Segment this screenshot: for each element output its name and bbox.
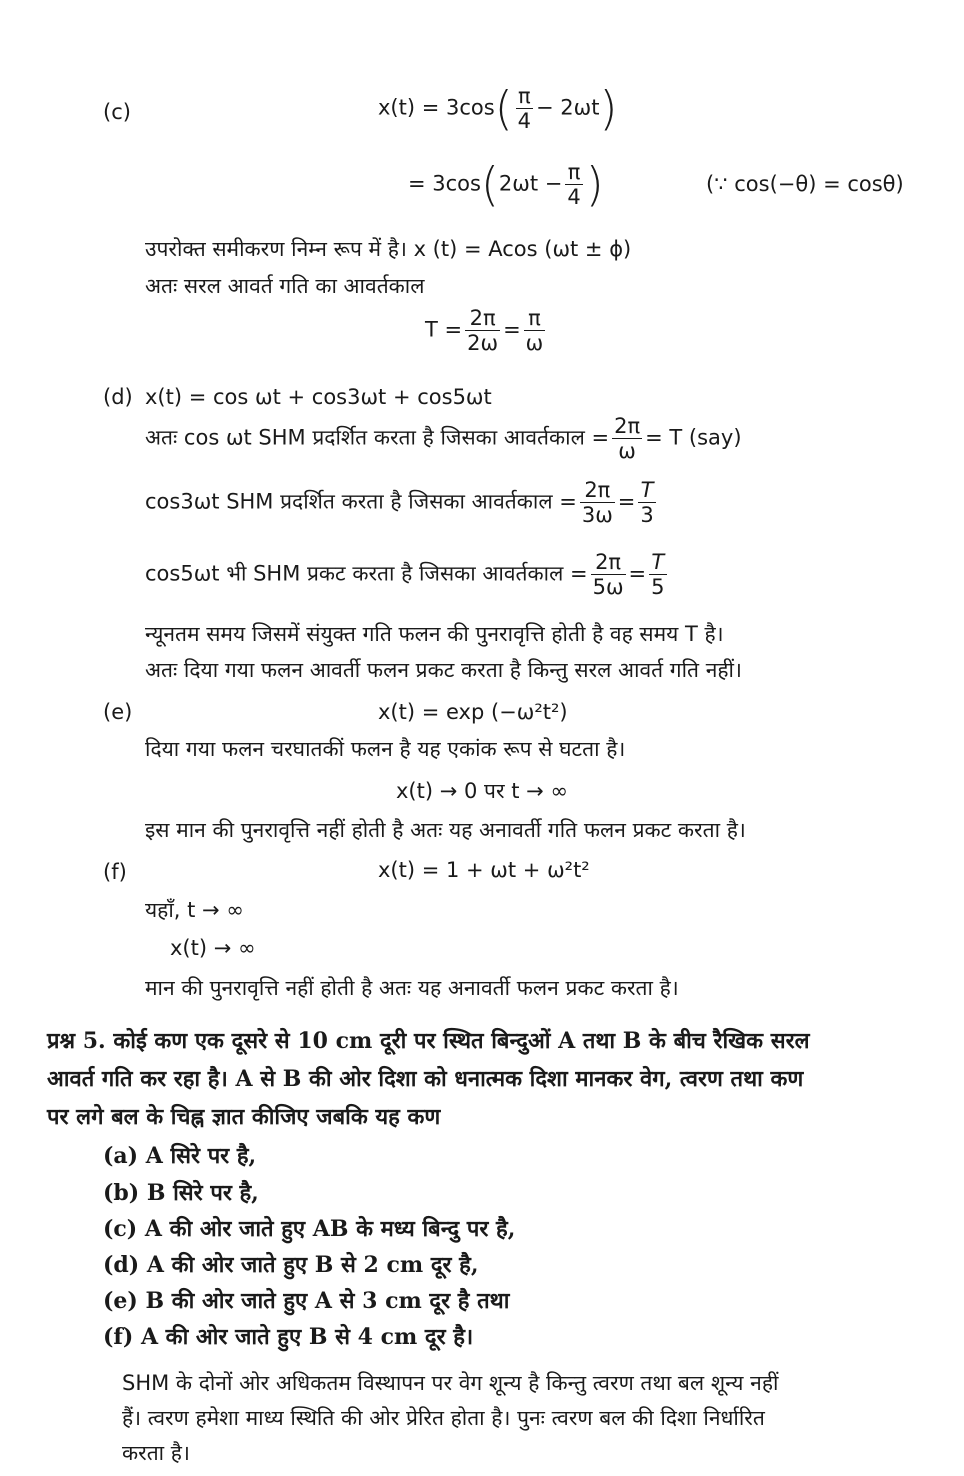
question-5-line1: प्रश्न 5. कोई कण एक दूसरे से 10 cm दूरी पर स्थित बिन्दुओं A तथा B के बीच रैखिक सरल [47,1028,810,1054]
part-e-line2: x(t) → 0 पर t → ∞ [396,779,568,803]
part-c-line1: उपरोक्त समीकरण निम्न रूप में है। x (t) = Acos (ωt ± ϕ) [145,237,632,261]
line2-num2: T [638,478,655,503]
part-d-line4: न्यूनतम समय जिसमें संयुक्त गति फलन की पुनरावृत्ति होती है वह समय T है। [145,622,724,646]
part-f-line3: मान की पुनरावृत्ति नहीं होती है अतः यह अनावर्ती फलन प्रकट करता है। [145,976,679,1000]
line1-tail: = T (say) [645,425,742,450]
part-e-line1: दिया गया फलन चरघातकीं फलन है यह एकांक रूप से घटता है। [145,737,626,761]
question-5-line3: पर लगे बल के चिह्न ज्ञात कीजिए जबकि यह कण [47,1104,441,1130]
part-c-eq1 [378,81,618,136]
eq2-num: π [565,160,582,185]
line1-num: 2π [614,414,641,438]
eq1-tail: − 2ωt [536,95,600,120]
line3-eq: = [628,561,647,586]
line3-frac1 [591,550,626,599]
eq2-head: 2ωt − [498,171,563,196]
part-d-label: (d) [103,385,133,409]
part-e-line3: इस मान की पुनरावृत्ति नहीं होती है अतः यह अनावर्ती गति फलन प्रकट करता है। [145,818,746,842]
q5-option-b: (b) B सिरे पर है, [103,1180,259,1206]
line1-den: ω [618,439,636,464]
part-d-line1 [145,414,742,463]
line3-text: cos5ωt भी SHM प्रकट करता है जिसका आवर्तकाल = [145,561,588,586]
period-den2: ω [525,331,544,356]
line2-eq: = [617,489,636,514]
line3-den2: 5 [651,575,665,600]
period-num2: π [524,306,546,331]
period-frac1 [465,306,500,355]
part-f-equation: x(t) = 1 + ωt + ω²t² [378,858,590,882]
period-num1: 2π [465,306,500,331]
eq1-lhs: x(t) = 3cos [378,95,495,120]
part-f-line1: यहाँ, t → ∞ [145,898,244,922]
eq1-fraction [516,84,533,133]
paren-open: ( [494,81,513,136]
eq2-lhs: = 3cos [408,171,481,196]
part-d-line3 [145,550,670,599]
part-f-label: (f) [103,860,127,884]
line2-den1: 3ω [581,503,613,528]
period-equation [425,306,548,355]
answer-line2: हैं। त्वरण हमेशा माध्य स्थिति की ओर प्रेरित होता है। पुनः त्वरण बल की दिशा निर्धारित [122,1406,765,1430]
part-d-line5: अतः दिया गया फलन आवर्ती फलन प्रकट करता है किन्तु सरल आवर्त गति नहीं। [145,658,742,682]
part-c-label: (c) [103,100,131,124]
period-frac2 [524,306,546,355]
line3-den1: 5ω [592,575,624,600]
part-c-eq2 [408,157,604,212]
period-lhs: T = [425,317,463,342]
part-f-line2: x(t) → ∞ [170,936,256,960]
period-eq: = [503,317,521,342]
eq1-num: π [516,84,533,109]
q5-option-e: (e) B की ओर जाते हुए A से 3 cm दूर है तथा [103,1288,510,1314]
part-d-line2 [145,478,659,527]
paren-close: ) [599,81,618,136]
answer-line1: SHM के दोनों ओर अधिकतम विस्थापन पर वेग शून्य है किन्तु त्वरण तथा बल शून्य नहीं [122,1371,779,1395]
line2-den2: 3 [640,503,654,528]
paren-open: ( [480,157,499,212]
eq2-note: (∵ cos(−θ) = cosθ) [706,172,904,196]
eq2-fraction [565,160,582,209]
line1-frac [612,414,642,463]
answer-line3: करता है। [122,1441,190,1465]
line2-text: cos3ωt SHM प्रदर्शित करता है जिसका आवर्तकाल = [145,489,577,514]
paren-close: ) [585,157,604,212]
q5-option-c: (c) A की ओर जाते हुए AB के मध्य बिन्दु पर है, [103,1216,516,1242]
q5-option-d: (d) A की ओर जाते हुए B से 2 cm दूर है, [103,1252,479,1278]
line3-num2: T [649,550,666,575]
line2-num1: 2π [580,478,615,503]
period-den1: 2ω [467,331,499,356]
part-d-equation: x(t) = cos ωt + cos3ωt + cos5ωt [145,385,492,409]
line1-text: अतः cos ωt SHM प्रदर्शित करता है जिसका आवर्तकाल = [145,425,610,450]
line2-frac1 [580,478,615,527]
eq2-den: 4 [567,185,581,210]
part-c-line2: अतः सरल आवर्त गति का आवर्तकाल [145,274,425,298]
question-5-line2: आवर्त गति कर रहा है। A से B की ओर दिशा को धनात्मक दिशा मानकर वेग, त्वरण तथा कण [47,1066,804,1092]
eq1-den: 4 [517,109,532,134]
line2-frac2 [638,478,655,527]
part-e-equation: x(t) = exp (−ω²t²) [378,700,568,724]
q5-option-f: (f) A की ओर जाते हुए B से 4 cm दूर है। [103,1324,474,1350]
line3-num1: 2π [591,550,626,575]
part-e-label: (e) [103,700,133,724]
line3-frac2 [649,550,666,599]
q5-option-a: (a) A सिरे पर है, [103,1143,257,1169]
